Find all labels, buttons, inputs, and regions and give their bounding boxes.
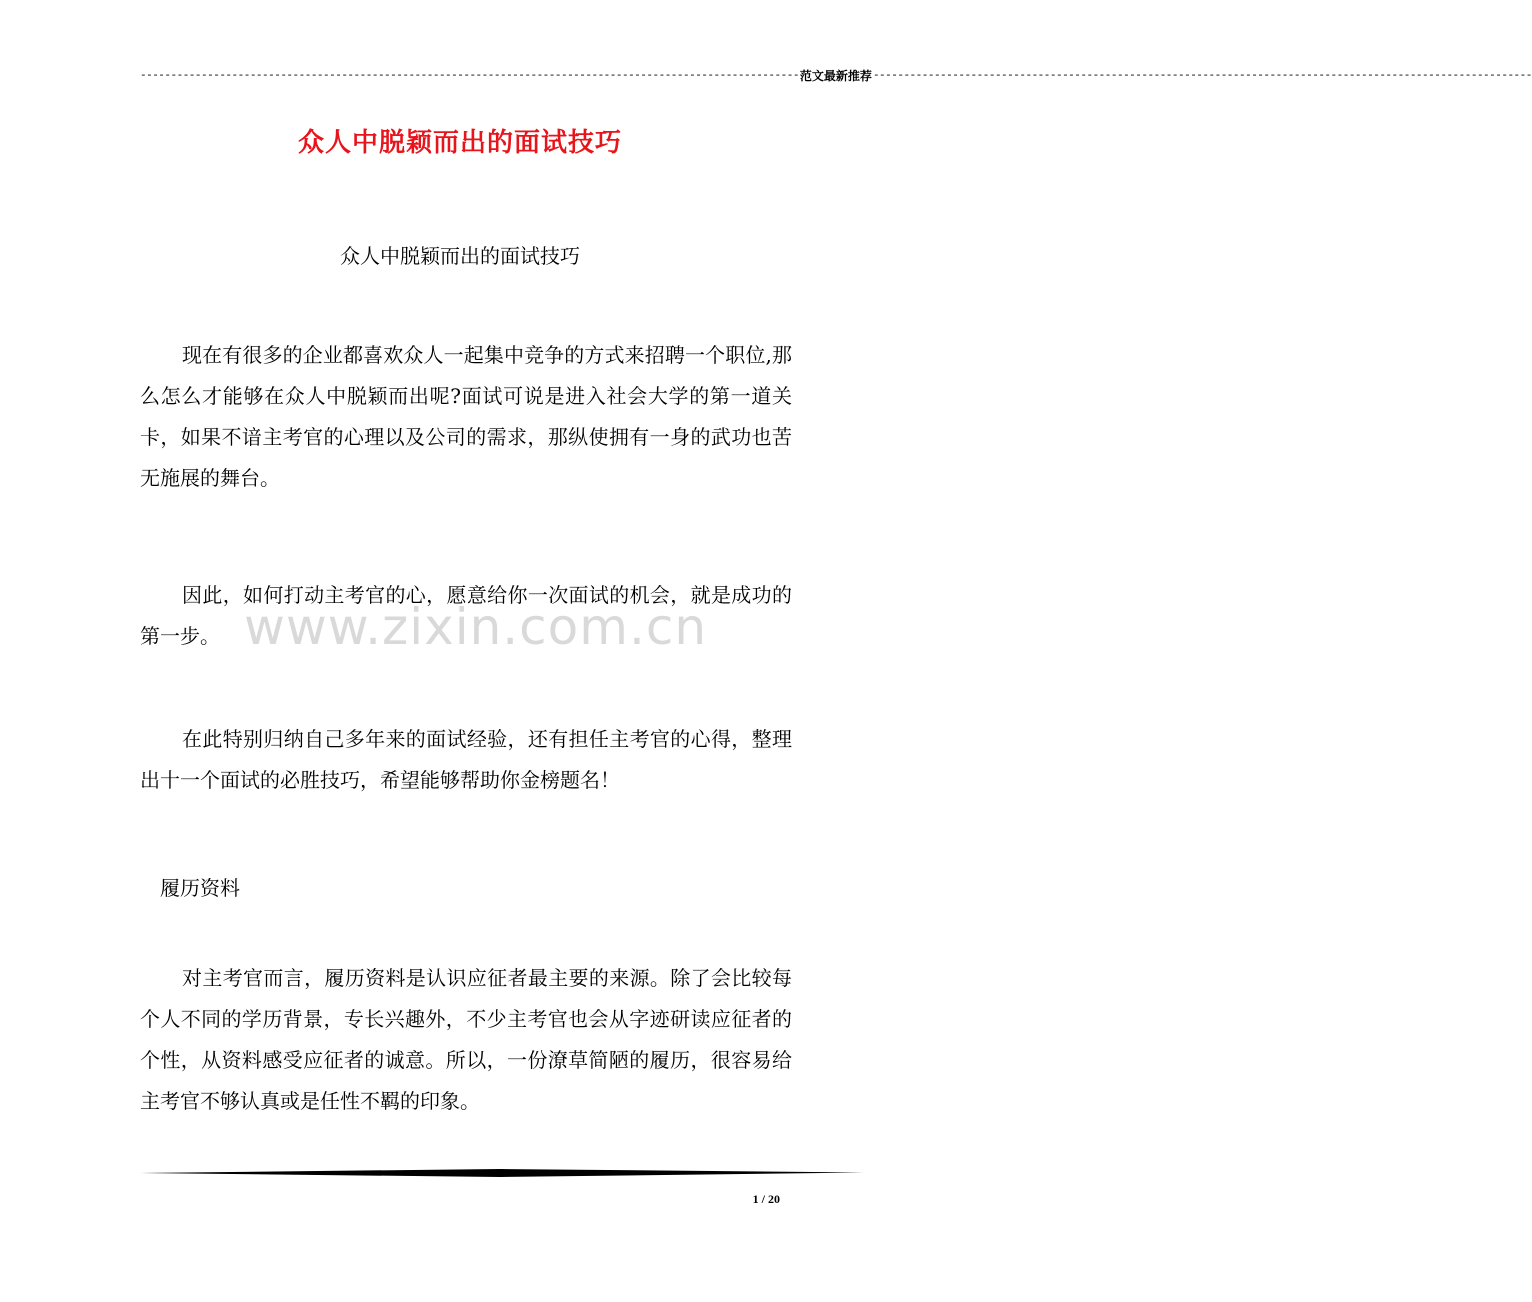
document-title: 众人中脱颖而出的面试技巧 [297,128,622,158]
paragraph-intro: 现在有很多的企业都喜欢众人一起集中竞争的方式来招聘一个职位,那么怎么才能够在众人中脱颖而出呢?面试可说是进入社会大学的第一道关卡，如果不谙主考官的心理以及公司的需求，那纵使拥有一身的武功也苦无施展的舞台。 [140,343,792,490]
paragraph-experience: 在此特别归纳自己多年来的面试经验，还有担任主考官的心得，整理出十一个面试的必胜技巧，希望能够帮助你金榜题名！ [140,727,792,792]
watermark-logo: www.zixin.com.cn [244,598,708,656]
header-banner [140,68,1532,84]
document-subtitle: 众人中脱颖而出的面试技巧 [340,244,580,268]
header-label: 范文最新推荐 [799,69,872,83]
header-dashes-right: ------------------------------------------------------------------------------------------------------------ [872,70,1532,82]
section-heading-resume: 履历资料 [160,876,240,900]
footer-rule [140,1168,864,1178]
paragraph-first-step: 因此，如何打动主考官的心，愿意给你一次面试的机会，就是成功的第一步。 [140,583,792,648]
header-dashes-left: ------------------------------------------------------------------------------------------------------------ [140,70,799,82]
page-number: 1 / 20 [752,1192,780,1206]
paragraph-resume: 对主考官而言，履历资料是认识应征者最主要的来源。除了会比较每个人不同的学历背景，专长兴趣外，不少主考官也会从字迹研读应征者的个性，从资料感受应征者的诚意。所以，一份潦草简陋的履历，很容易给主考官不够认真或是任性不羁的印象。 [140,966,792,1113]
